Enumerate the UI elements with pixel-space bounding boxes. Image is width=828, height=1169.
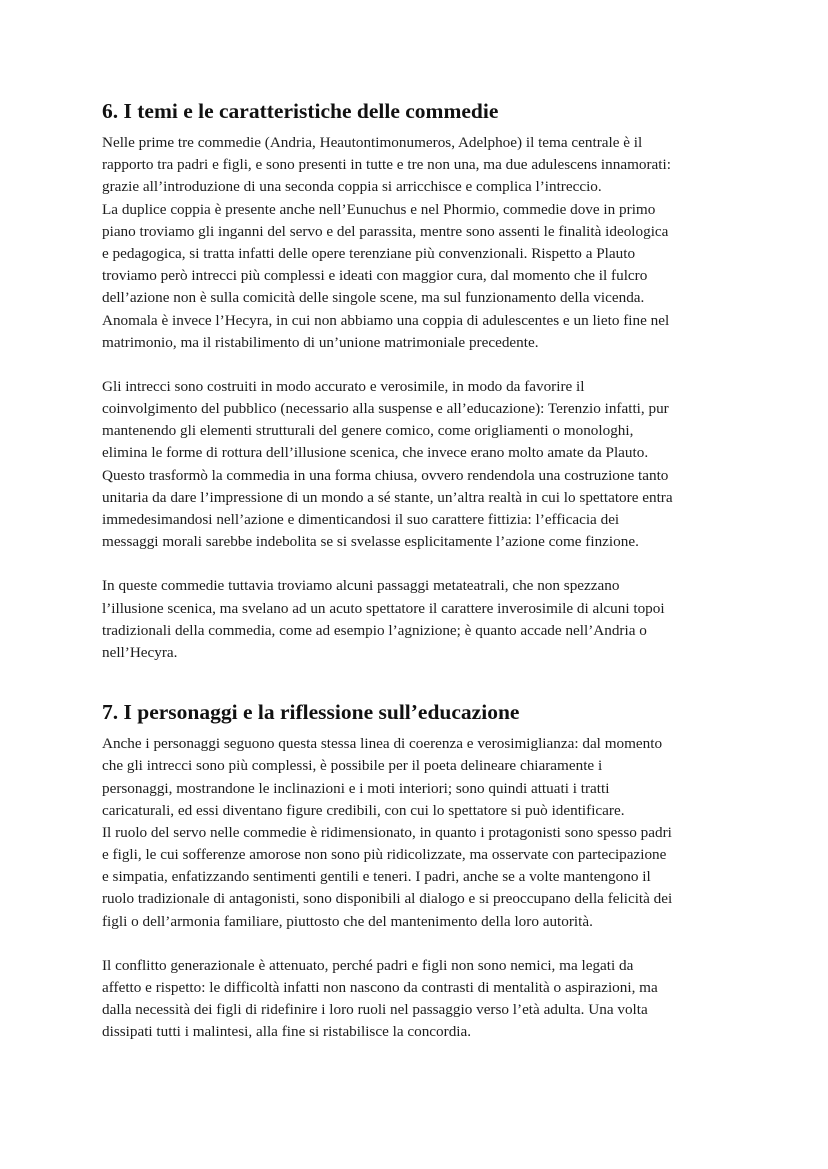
- section-themes: [102, 96, 742, 664]
- text-line: troviamo però intrecci più complessi e ideati con maggior cura, dal momento che il fulcro: [102, 267, 648, 285]
- text-line: Il ruolo del servo nelle commedie è ridimensionato, in quanto i protagonisti sono spesso padri: [102, 823, 672, 841]
- text-line: caricaturali, ed essi diventano figure credibili, con cui lo spettatore si può identificare.: [102, 801, 625, 819]
- text-line: messaggi morali sarebbe indebolita se si svelasse esplicitamente l’azione come finzione.: [102, 533, 639, 551]
- text-line: Il conflitto generazionale è attenuato, perché padri e figli non sono nemici, ma legati da: [102, 956, 634, 974]
- text-line: matrimonio, ma il ristabilimento di un’unione matrimoniale precedente.: [102, 333, 539, 351]
- text-line: l’illusione scenica, ma svelano ad un acuto spettatore il carattere inverosimile di alcuni topoi: [102, 599, 665, 617]
- text-line: Gli intrecci sono costruiti in modo accurato e verosimile, in modo da favorire il: [102, 377, 585, 395]
- text-line: immedesimandosi nell’azione e dimenticandosi il suo carattere fittizia: l’efficacia dei: [102, 511, 620, 528]
- text-line: Anche i personaggi seguono questa stessa linea di coerenza e verosimiglianza: dal momento: [102, 735, 663, 753]
- text-line: e simpatia, enfatizzando sentimenti gentili e teneri. I padri, anche se a volte mantengono il: [102, 868, 651, 886]
- text-line: che gli intrecci sono più complessi, è possibile per il poeta delineare chiaramente i: [102, 757, 603, 775]
- text-line: Anomala è invece l’Hecyra, in cui non abbiamo una coppia di adulescentes e un lieto fine nel: [102, 311, 670, 329]
- text-line: La duplice coppia è presente anche nell’Eunuchus e nel Phormio, commedie dove in primo: [102, 200, 656, 218]
- paragraph: [102, 733, 742, 933]
- paragraph-spacer: [102, 553, 742, 575]
- paragraph: [102, 132, 742, 354]
- text-line: dalla necessità dei figli di ridefinire i loro ruoli nel passaggio verso l’età adulta. Una volta: [102, 1001, 648, 1019]
- text-line: e figli, le cui sofferenze amorose non sono più ridicolizzate, ma osservate con partecipazione: [102, 846, 667, 864]
- document-page: [102, 96, 742, 1044]
- text-line: grazie all’introduzione di una seconda coppia si arricchisce e complica l’intreccio.: [102, 178, 602, 196]
- section-characters: [102, 697, 742, 1043]
- paragraph-spacer: [102, 354, 742, 376]
- text-line: rapporto tra padri e figli, e sono presenti in tutte e tre non una, ma due adulescens innamorati:: [102, 156, 671, 174]
- text-line: unitaria da dare l’impressione di un mondo a sé stante, un’altra realtà in cui lo spettatore entra: [102, 488, 673, 506]
- paragraph: [102, 575, 742, 664]
- text-line: Questo trasformò la commedia in una forma chiusa, ovvero rendendola una costruzione tanto: [102, 466, 669, 484]
- text-line: In queste commedie tuttavia troviamo alcuni passaggi metateatrali, che non spezzano: [102, 577, 620, 595]
- section-heading: 6. I temi e le caratteristiche delle commedie: [102, 99, 499, 123]
- text-line: tradizionali della commedia, come ad esempio l’agnizione; è quanto accade nell’Andria o: [102, 621, 647, 639]
- section-spacer: [102, 664, 742, 697]
- text-line: coinvolgimento del pubblico (necessario alla suspense e all’educazione): Terenzio infatti, pur: [102, 400, 669, 418]
- text-line: affetto e rispetto: le difficoltà infatti non nascono da contrasti di mentalità o aspirazioni, ma: [102, 979, 658, 996]
- text-line: dell’azione non è sulla comicità delle singole scene, ma sul funzionamento della vicenda.: [102, 289, 645, 307]
- text-line: nell’Hecyra.: [102, 643, 178, 661]
- text-line: mantenendo gli elementi strutturali del genere comico, come origliamenti o monologhi,: [102, 422, 634, 440]
- text-line: Nelle prime tre commedie (Andria, Heautontimonumeros, Adelphoe) il tema centrale è il: [102, 134, 643, 151]
- section-heading: 7. I personaggi e la riflessione sull’educazione: [102, 700, 520, 725]
- paragraph-spacer: [102, 933, 742, 955]
- text-line: dissipati tutti i malintesi, alla fine si ristabilisce la concordia.: [102, 1023, 472, 1041]
- text-line: e pedagogica, si tratta infatti delle opere terenziane più convenzionali. Rispetto a Plauto: [102, 244, 636, 262]
- paragraph: [102, 376, 742, 554]
- text-line: figli o dell’armonia familiare, piuttosto che del mantenimento della loro autorità.: [102, 912, 593, 930]
- paragraph: [102, 955, 742, 1044]
- text-line: elimina le forme di rottura dell’illusione scenica, che invece erano molto amate da Plauto.: [102, 444, 649, 462]
- text-line: ruolo tradizionale di antagonisti, sono disponibili al dialogo e si preoccupano della felicità dei: [102, 890, 673, 908]
- text-line: personaggi, mostrandone le inclinazioni e i moti interiori; sono quindi attuati i tratti: [102, 779, 610, 797]
- text-line: piano troviamo gli inganni del servo e del parassita, mentre sono assenti le finalità ideologica: [102, 222, 669, 240]
